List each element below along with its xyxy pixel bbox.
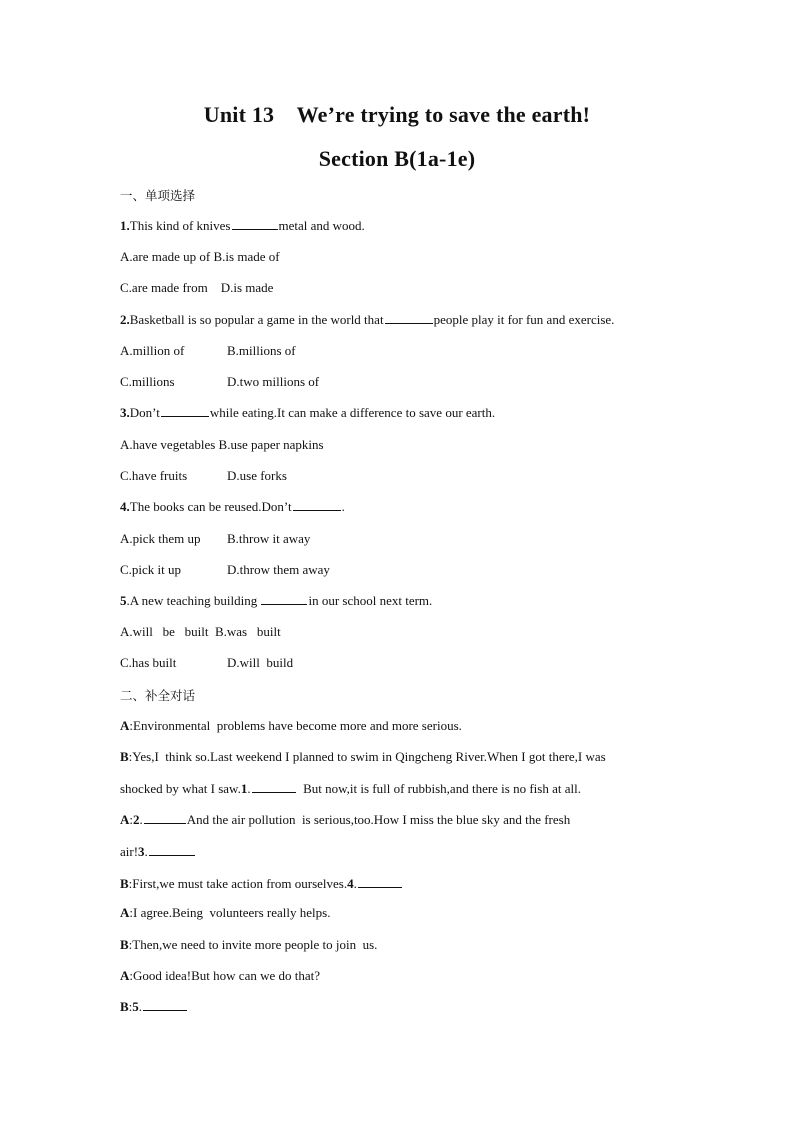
section-heading-dialogue: 二、补全对话 — [120, 688, 196, 703]
dialog-text: : — [129, 812, 134, 827]
speaker-label: A — [120, 812, 130, 827]
blank-number: 5 — [132, 999, 139, 1014]
dialog-text: :First,we must take action from ourselves. — [128, 876, 348, 891]
option-b[interactable]: B.use paper napkins — [218, 437, 324, 452]
dialog-line — [120, 876, 403, 892]
option-d[interactable]: D.will build — [227, 655, 294, 670]
dialog-line — [120, 812, 570, 828]
answer-blank[interactable] — [261, 593, 307, 605]
dialog-line — [120, 937, 377, 953]
option-c[interactable]: C.has built — [120, 655, 177, 670]
answer-blank[interactable] — [232, 218, 278, 230]
question-text: in our school next term. — [308, 593, 433, 608]
speaker-label: B — [120, 876, 129, 891]
options-row — [120, 655, 293, 671]
options-row — [120, 437, 324, 453]
question-text: Don’t — [129, 405, 160, 420]
dialog-text: :I agree.Being volunteers really helps. — [129, 905, 331, 920]
blank-number: 3 — [138, 844, 145, 859]
speaker-label: B — [120, 937, 129, 952]
dialog-text: . — [247, 781, 251, 796]
question-text: This kind of knives — [129, 218, 231, 233]
options-row — [120, 624, 281, 640]
question-3 — [120, 405, 495, 421]
option-a[interactable]: A.are made up of — [120, 249, 211, 264]
option-d[interactable]: D.two millions of — [227, 374, 320, 389]
option-d[interactable]: D.use forks — [227, 468, 287, 483]
dialog-line — [120, 905, 330, 921]
dialog-line — [120, 968, 320, 984]
option-c[interactable]: C.have fruits — [120, 468, 188, 483]
option-b[interactable]: B.throw it away — [227, 531, 311, 546]
section-heading-single-choice: 一、单项选择 — [120, 188, 196, 203]
option-b[interactable]: B.was built — [214, 624, 281, 639]
options-row — [120, 374, 319, 390]
option-a[interactable]: A.million of — [120, 343, 185, 358]
question-number: 1. — [120, 218, 130, 233]
answer-blank[interactable] — [385, 312, 433, 324]
question-text: The books can be reused.Don’t — [129, 499, 292, 514]
dialog-text: :Environmental problems have become more and more serious. — [129, 718, 462, 733]
option-c[interactable]: C.millions — [120, 374, 175, 389]
dialog-text: . — [353, 876, 357, 891]
question-5 — [120, 593, 432, 609]
options-row — [120, 343, 296, 359]
speaker-label: A — [120, 718, 130, 733]
question-1 — [120, 218, 365, 234]
dialog-text: . — [139, 812, 143, 827]
dialog-line — [120, 781, 581, 797]
question-number: 3. — [120, 405, 130, 420]
question-text: .A new teaching building — [126, 593, 261, 608]
dialog-text: air! — [120, 844, 139, 859]
option-d[interactable]: D.throw them away — [227, 562, 330, 577]
option-d[interactable]: D.is made — [220, 280, 274, 295]
answer-blank[interactable] — [358, 876, 402, 888]
question-text: people play it for fun and exercise. — [433, 312, 615, 327]
answer-blank[interactable] — [143, 999, 187, 1011]
dialog-line — [120, 999, 188, 1015]
answer-blank[interactable] — [144, 812, 186, 824]
question-text: metal and wood. — [278, 218, 365, 233]
speaker-label: A — [120, 968, 130, 983]
page-title: Unit 13 We’re trying to save the earth! — [203, 102, 591, 127]
answer-blank[interactable] — [149, 844, 195, 856]
dialog-text: shocked by what I saw. — [120, 781, 241, 796]
question-text: Basketball is so popular a game in the world that — [129, 312, 384, 327]
dialog-text: And the air pollution is serious,too.How I miss the blue sky and the fresh — [186, 812, 571, 827]
option-a[interactable]: A.have vegetables — [120, 437, 216, 452]
question-text: . — [341, 499, 345, 514]
blank-number: 2 — [133, 812, 140, 827]
option-c[interactable]: C.are made from — [120, 280, 208, 295]
dialog-text: . — [138, 999, 143, 1014]
dialog-text: . — [144, 844, 148, 859]
answer-blank[interactable] — [293, 499, 341, 511]
options-row — [120, 468, 287, 484]
answer-blank[interactable] — [161, 405, 209, 417]
speaker-label: B — [120, 999, 129, 1014]
dialog-text: :Yes,I think so.Last weekend I planned to swim in Qingcheng River.When I got there,I was — [128, 749, 606, 764]
option-b[interactable]: B.millions of — [227, 343, 296, 358]
speaker-label: A — [120, 905, 130, 920]
dialog-text: :Then,we need to invite more people to join us. — [128, 937, 378, 952]
speaker-label: B — [120, 749, 129, 764]
question-2 — [120, 312, 614, 328]
dialog-text: :Good idea!But how can we do that? — [129, 968, 321, 983]
question-number: 2. — [120, 312, 130, 327]
option-a[interactable]: A.pick them up — [120, 531, 201, 546]
dialog-line — [120, 844, 196, 860]
dialog-text: : — [128, 999, 133, 1014]
question-number: 5 — [120, 593, 127, 608]
answer-blank[interactable] — [252, 781, 296, 793]
option-a[interactable]: A.will be built — [120, 624, 209, 639]
dialog-line — [120, 718, 462, 734]
option-c[interactable]: C.pick it up — [120, 562, 182, 577]
dialog-text: But now,it is full of rubbish,and there is no fish at all. — [303, 781, 581, 796]
options-row — [120, 562, 330, 578]
options-row — [120, 280, 273, 296]
option-b[interactable]: B.is made of — [213, 249, 280, 264]
question-number: 4. — [120, 499, 130, 514]
question-text: while eating.It can make a difference to save our earth. — [209, 405, 496, 420]
dialog-line — [120, 749, 606, 765]
blank-number: 1 — [240, 781, 248, 796]
options-row — [120, 531, 310, 547]
section-subtitle: Section B(1a-1e) — [318, 146, 476, 171]
options-row — [120, 249, 280, 265]
question-4 — [120, 499, 345, 515]
blank-number: 4 — [347, 876, 354, 891]
